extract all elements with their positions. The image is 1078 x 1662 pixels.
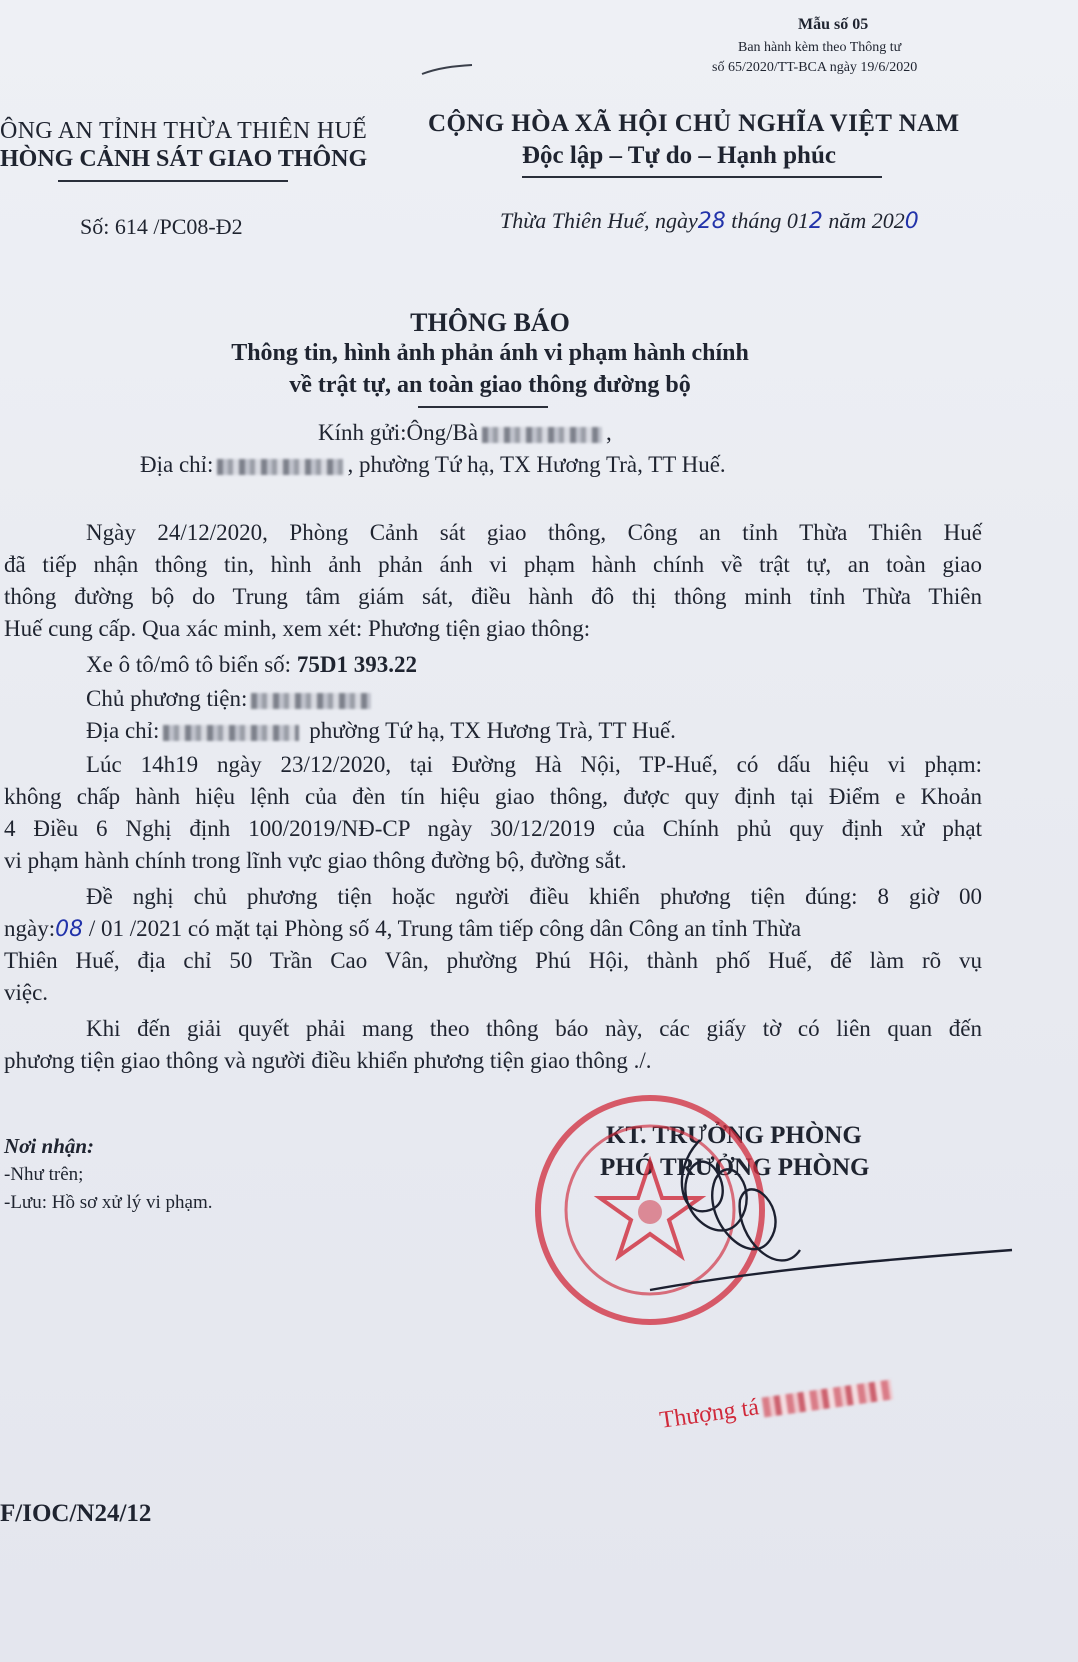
national-title: CỘNG HÒA XÃ HỘI CHỦ NGHĨA VIỆT NAM — [428, 110, 960, 137]
form-number: Mẫu số 05 — [798, 16, 869, 33]
pen-stroke-mark — [420, 62, 474, 78]
signer-rank — [658, 1375, 897, 1435]
notice-subtitle-line1: Thông tin, hình ảnh phản ánh vi phạm hành chính — [231, 340, 749, 366]
paragraph-2-line-1: Lúc 14h19 ngày 23/12/2020, tại Đường Hà Nội, TP-Huế, có dấu hiệu vi phạm: — [86, 752, 982, 777]
rank-label: Thượng tá — [658, 1394, 761, 1434]
subtitle-underline — [418, 406, 548, 408]
handwritten-appointment-day: 08 — [55, 917, 84, 942]
plate-line — [86, 652, 417, 678]
agency-name-line1: ÔNG AN TỈNH THỪA THIÊN HUẾ — [0, 118, 368, 144]
signer-title-line2: PHÓ TRƯỞNG PHÒNG — [600, 1154, 870, 1181]
paragraph-1-line-2: đã tiếp nhận thông tin, hình ảnh phản ánh vi phạm hành chính về trật tự, an toàn giao — [4, 552, 982, 577]
redacted-owner-name — [251, 693, 371, 709]
paragraph-3-line-3: Thiên Huế, địa chỉ 50 Trần Cao Vân, phường Phú Hội, thành phố Huế, để làm rõ vụ — [4, 948, 982, 973]
place-and-date — [500, 208, 919, 234]
appointment-details: / 01 /2021 có mặt tại Phòng số 4, Trung tâm tiếp công dân Công an tỉnh Thừa — [83, 916, 802, 941]
recipient-label: Kính gửi:Ông/Bà — [318, 420, 479, 445]
paragraph-1-line-1: Ngày 24/12/2020, Phòng Cảnh sát giao thông, Công an tỉnh Thừa Thiên Huế — [86, 520, 982, 545]
paragraph-2-line-2: không chấp hành hiệu lệnh của đèn tín hiệu giao thông, được quy định tại Điểm e Khoản — [4, 784, 982, 809]
handwritten-signature — [640, 1100, 1020, 1310]
paragraph-2-line-4: vi phạm hành chính trong lĩnh vực giao thông đường bộ, đường sắt. — [4, 848, 627, 873]
plate-label: Xe ô tô/mô tô biển số: — [86, 652, 292, 677]
document-number: Số: 614 /PC08-Đ2 — [80, 214, 243, 239]
redacted-address — [217, 459, 343, 475]
national-motto: Độc lập – Tự do – Hạnh phúc — [522, 142, 836, 169]
signer-title-line1: KT. TRƯỞNG PHÒNG — [606, 1122, 862, 1149]
paragraph-3-line-1: Đề nghị chủ phương tiện hoặc người điều khiển phương tiện đúng: 8 giờ 00 — [86, 884, 982, 909]
recipient-address-line — [140, 452, 726, 478]
form-reference-line2: số 65/2020/TT-BCA ngày 19/6/2020 — [712, 60, 918, 75]
redacted-owner-address — [163, 725, 299, 741]
plate-number: 75D1 393.22 — [296, 652, 417, 677]
reference-code: F/IOC/N24/12 — [0, 1500, 152, 1527]
form-reference-line1: Ban hành kèm theo Thông tư — [738, 40, 902, 55]
paragraph-2-line-3: 4 Điều 6 Nghị định 100/2019/NĐ-CP ngày 30/12/2019 của Chính phủ quy định xử phạt — [4, 816, 982, 841]
notice-subtitle-line2: về trật tự, an toàn giao thông đường bộ — [289, 372, 691, 398]
address-label: Địa chỉ: — [140, 452, 214, 477]
year-label: năm 202 — [828, 208, 905, 233]
recipient-line — [318, 420, 612, 446]
notice-title: THÔNG BÁO — [410, 308, 570, 337]
recipients-item-1: -Như trên; — [4, 1164, 84, 1185]
recipient-comma: , — [606, 420, 612, 445]
handwritten-year: 0 — [904, 209, 919, 234]
agency-name-line2: HÒNG CẢNH SÁT GIAO THÔNG — [0, 146, 368, 172]
paragraph-1-line-4: Huế cung cấp. Qua xác minh, xem xét: Phương tiện giao thông: — [4, 616, 591, 641]
paragraph-4-line-1: Khi đến giải quyết phải mang theo thông báo này, các giấy tờ có liên quan đến — [86, 1016, 982, 1041]
paragraph-3-line-2 — [4, 916, 982, 942]
redacted-recipient-name — [482, 427, 602, 443]
month-label: tháng 01 — [731, 208, 809, 233]
handwritten-month: 2 — [808, 209, 823, 234]
recipients-item-2: -Lưu: Hồ sơ xử lý vi phạm. — [4, 1192, 213, 1213]
paragraph-1-line-3: thông đường bộ do Trung tâm giám sát, điều hành đô thị thông minh tỉnh Thừa Thiên — [4, 584, 982, 609]
redacted-signer-name — [761, 1380, 893, 1418]
motto-underline — [522, 176, 882, 178]
owner-line — [86, 686, 375, 712]
paragraph-4-line-2: phương tiện giao thông và người điều khiển phương tiện giao thông ./. — [4, 1048, 652, 1073]
appointment-day-prefix: ngày: — [4, 916, 56, 941]
paragraph-3-line-4: việc. — [4, 980, 49, 1005]
recipients-label: Nơi nhận: — [4, 1134, 95, 1158]
owner-label: Chủ phương tiện: — [86, 686, 248, 711]
place-prefix: Thừa Thiên Huế, ngày — [500, 208, 698, 233]
owner-address-suffix: phường Tứ hạ, TX Hương Trà, TT Huế. — [303, 718, 676, 743]
address-suffix: , phường Tứ hạ, TX Hương Trà, TT Huế. — [347, 452, 726, 477]
owner-address-line — [86, 718, 676, 744]
handwritten-day: 28 — [697, 209, 726, 234]
owner-address-label: Địa chỉ: — [86, 718, 160, 743]
agency-underline — [58, 180, 288, 182]
